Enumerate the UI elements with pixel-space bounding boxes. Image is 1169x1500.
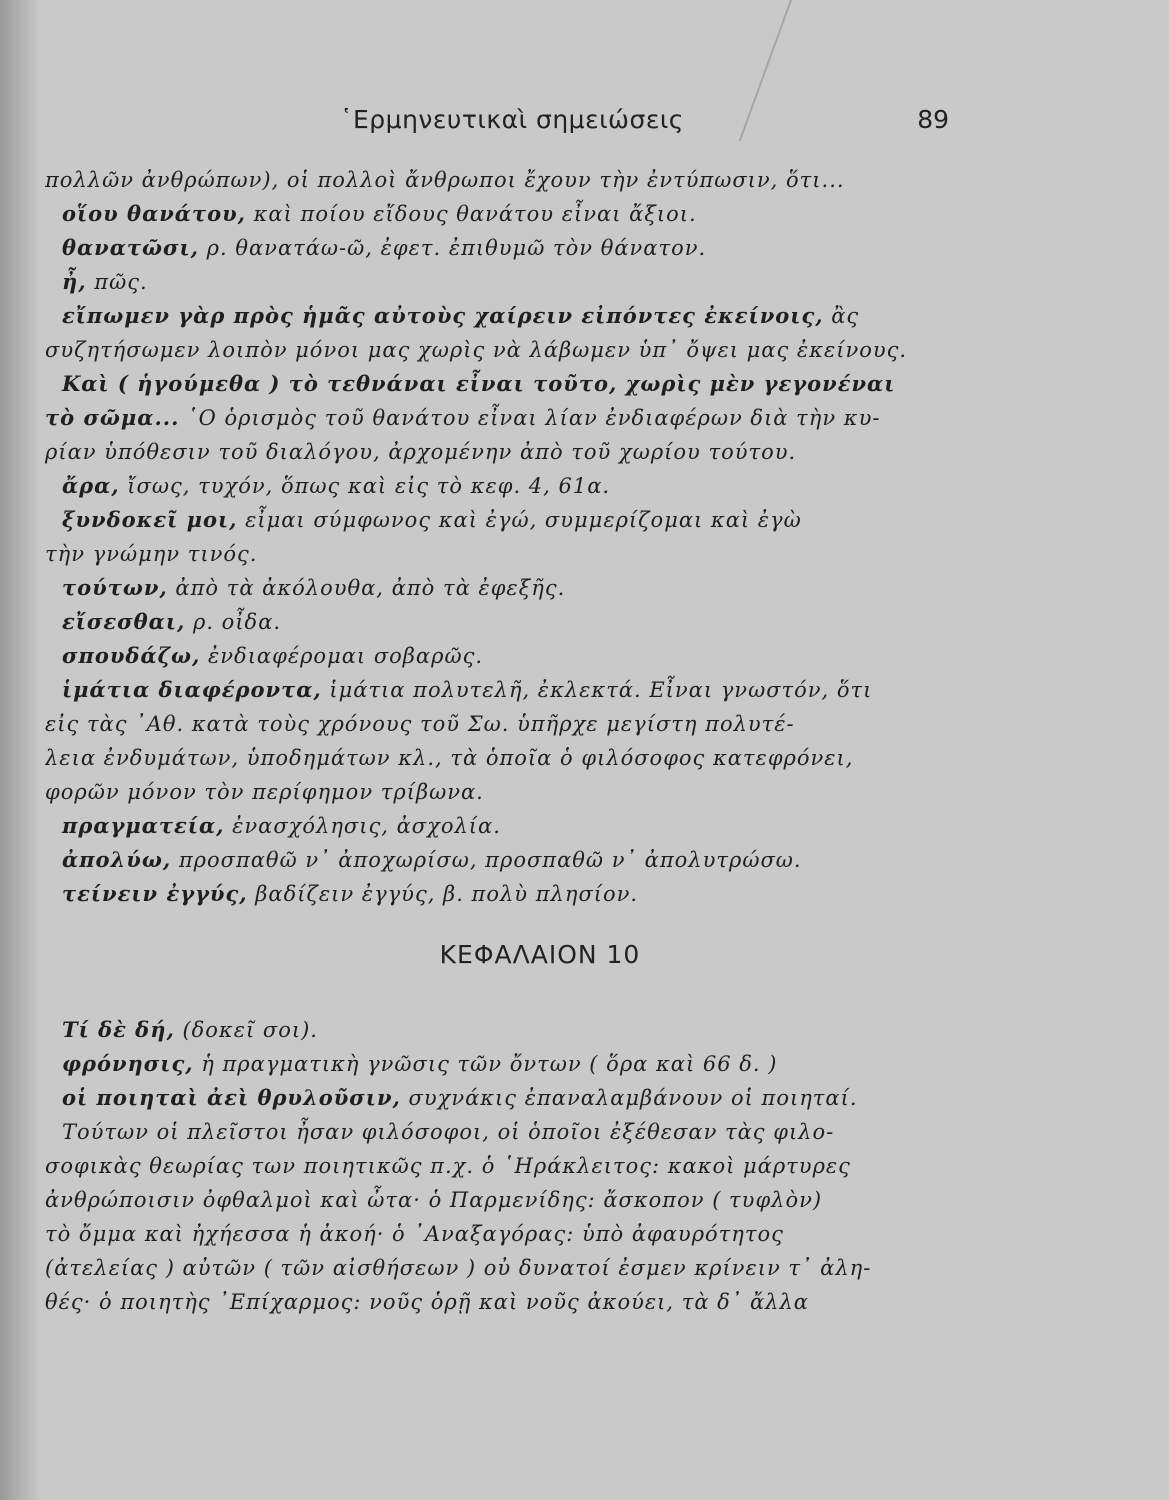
note-gloss: φορῶν μόνον τὸν περίφημον τρίβωνα. [45,780,484,804]
notes-top [45,163,980,911]
note-gloss: λεια ἐνδυμάτων, ὑποδημάτων κλ., τὰ ὁποῖα ὁ φιλόσοφος κατεφρόνει, [45,746,854,770]
note-gloss: Τούτων οἱ πλεῖστοι ἦσαν φιλόσοφοι, οἱ ὁποῖοι ἐξέθεσαν τὰς φιλο- [62,1120,835,1144]
note-gloss: βαδίζειν ἐγγύς, β. πολὺ πλησίον. [247,882,639,906]
note-gloss: ἐνασχόλησις, ἀσχολία. [224,814,501,838]
note-gloss: (ἀτελείας ) αὐτῶν ( τῶν αἰσθήσεων ) οὐ δυνατοί ἐσμεν κρίνειν τ᾿ ἀλη- [45,1256,872,1280]
note-line [45,1081,980,1115]
note-line [45,775,980,809]
note-gloss: ἐνδιαφέρομαι σοβαρῶς. [200,644,484,668]
note-line [45,537,980,571]
note-line [45,1013,980,1047]
note-line [45,1115,980,1149]
note-line [45,673,980,707]
note-line [45,265,980,299]
note-gloss: σοφικὰς θεωρίας των ποιητικῶς π.χ. ὁ ῾Ηράκλειτος: κακοὶ μάρτυρες [45,1154,851,1178]
chapter-heading: ΚΕΦΑΛΑΙΟΝ 10 [439,940,641,969]
note-line [45,809,980,843]
note-lemma: ἦ, [62,269,87,294]
page-number: 89 [917,105,949,134]
note-lemma: ἱμάτια διαφέροντα, [62,677,322,702]
note-gloss: ρ. θανατάω-ῶ, ἐφετ. ἐπιθυμῶ τὸν θάνατον. [198,236,707,260]
note-gloss: ἀνθρώποισιν ὀφθαλμοὶ καὶ ὦτα· ὁ Παρμενίδης: ἄσκοπον ( τυφλὸν) [45,1188,823,1212]
note-gloss: εἰς τὰς ᾿Αθ. κατὰ τοὺς χρόνους τοῦ Σω. ὑπῆρχε μεγίστη πολυτέ- [45,712,795,736]
note-line [45,741,980,775]
note-gloss: ἡ πραγματικὴ γνῶσις τῶν ὄντων ( ὅρα καὶ 66 δ. ) [193,1052,778,1076]
note-gloss: ἀπὸ τὰ ἀκόλουθα, ἀπὸ τὰ ἐφεξῆς. [167,576,566,600]
note-lemma: τείνειν ἐγγύς, [62,881,248,906]
note-gloss: συχνάκις ἐπαναλαμβάνουν οἱ ποιηταί. [400,1086,858,1110]
note-gloss: τὴν γνώμην τινός. [45,542,258,566]
note-lemma: Τί δὲ δή, [62,1017,175,1042]
note-gloss: πολλῶν ἀνθρώπων), οἱ πολλοὶ ἄνθρωποι ἔχουν τὴν ἐντύπωσιν, ὅτι... [45,168,845,192]
note-line [45,367,980,401]
note-line [45,1047,980,1081]
note-gloss: ἴσως, τυχόν, ὅπως καὶ εἰς τὸ κεφ. 4, 61α. [119,474,611,498]
note-gloss: συζητήσωμεν λοιπὸν μόνοι μας χωρὶς νὰ λάβωμεν ὑπ᾿ ὄψει μας ἐκείνους. [45,338,908,362]
note-lemma: οἱ ποιηταὶ ἀεὶ θρυλοῦσιν, [62,1085,401,1110]
note-lemma: σπουδάζω, [62,643,201,668]
note-gloss: προσπαθῶ ν᾿ ἀποχωρίσω, προσπαθῶ ν᾿ ἀπολυτρώσω. [171,848,802,872]
note-lemma: πραγματεία, [62,813,225,838]
note-gloss: ῾Ο ὁρισμὸς τοῦ θανάτου εἶναι λίαν ἐνδιαφέρων διὰ τὴν κυ- [179,406,881,430]
note-gloss: ρ. οἶδα. [185,610,282,634]
note-line [45,401,980,435]
notes-bottom [45,1013,980,1319]
note-line [45,1285,980,1319]
note-lemma: εἴσεσθαι, [62,609,186,634]
note-gloss: πῶς. [86,270,148,294]
note-line [45,435,980,469]
note-line [45,843,980,877]
note-line [45,503,980,537]
note-line [45,299,980,333]
note-line [45,1217,980,1251]
note-gloss: (δοκεῖ σοι). [174,1018,318,1042]
note-lemma: οἵου θανάτου, [62,201,246,226]
note-line [45,1149,980,1183]
note-lemma: ἀπολύω, [62,847,172,872]
note-gloss: τὸ ὄμμα καὶ ἠχήεσσα ἡ ἀκοή· ὁ ᾿Αναξαγόρας: ὑπὸ ἀφαυρότητος [45,1222,784,1246]
note-line [45,877,980,911]
note-lemma: Καὶ ( ἡγούμεθα ) τὸ τεθνάναι εἶναι τοῦτο, χωρὶς μὲν γεγονέναι [62,371,896,396]
note-line [45,197,980,231]
page-crease [739,0,792,141]
note-lemma: εἴπωμεν γὰρ πρὸς ἡμᾶς αὐτοὺς χαίρειν εἰπόντες ἐκείνοις, [62,303,824,328]
note-gloss: θές· ὁ ποιητὴς ᾿Επίχαρμος: νοῦς ὁρῇ καὶ νοῦς ἀκούει, τὰ δ᾿ ἄλλα [45,1290,809,1314]
note-gloss: ρίαν ὑπόθεσιν τοῦ διαλόγου, ἀρχομένην ἀπὸ τοῦ χωρίου τούτου. [45,440,797,464]
note-gloss: ἱμάτια πολυτελῆ, ἐκλεκτά. Εἶναι γνωστόν, ὅτι [321,678,873,702]
note-gloss: καὶ ποίου εἴδους θανάτου εἶναι ἄξιοι. [245,202,697,226]
note-gloss: ἂς [823,304,860,328]
note-line [45,571,980,605]
note-line [45,605,980,639]
note-gloss: εἶμαι σύμφωνος καὶ ἐγώ, συμμερίζομαι καὶ ἐγὼ [237,508,802,532]
note-lemma: τούτων, [62,575,168,600]
note-line [45,333,980,367]
note-lemma: ἄρα, [62,473,120,498]
note-line [45,231,980,265]
note-line [45,1251,980,1285]
note-lemma: ξυνδοκεῖ μοι, [62,507,238,532]
note-lemma: τὸ σῶμα... [45,405,180,430]
note-line [45,639,980,673]
spine-shadow [0,0,40,1500]
note-line [45,469,980,503]
note-lemma: φρόνησις, [62,1051,194,1076]
note-line [45,707,980,741]
note-line [45,1183,980,1217]
note-lemma: θανατῶσι, [62,235,199,260]
note-line [45,163,980,197]
running-title: ῾Ερμηνευτικαὶ σημειώσεις [340,105,684,134]
